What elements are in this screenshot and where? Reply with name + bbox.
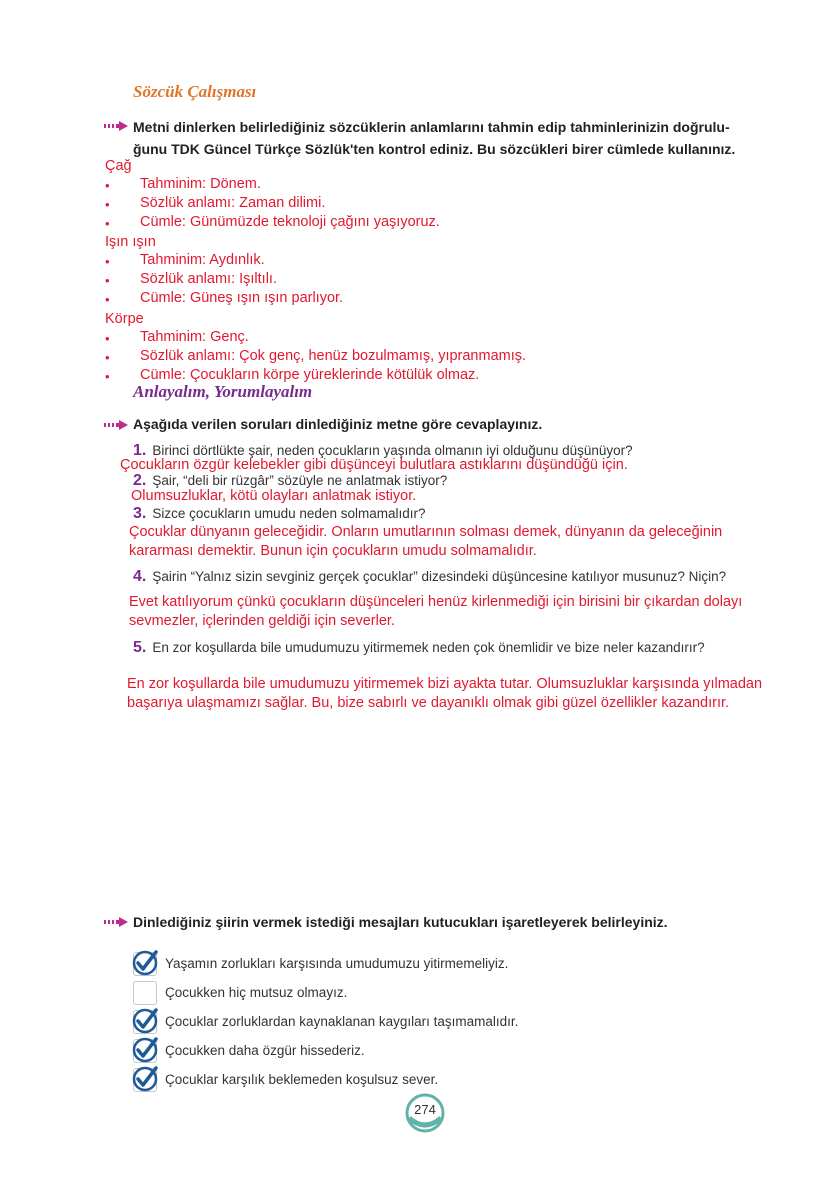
answer-5-line2: başarıya ulaşmamızı sağlar. Bu, bize sabırlı ve dayanıklı olmak gibi güzel özellikler kazandırır. [127,695,730,711]
check-mark-icon [132,1007,160,1035]
bullet: • [105,350,110,365]
question-5 [133,639,705,657]
check-mark-icon [132,949,160,977]
answer-4-line1: Evet katılıyorum çünkü çocukların düşünceleri henüz kirlenmediği için birisini bir çıkardan dolayı [129,594,743,610]
question-3 [133,505,425,523]
arrow-icon [104,121,128,131]
question-text: Birinci dörtlükte şair, neden çocukların yaşında olmanın iyi olduğunu düşünüyor? [152,443,633,458]
arrow-icon [104,420,128,430]
vocab-guess: Tahminim: Genç. [140,329,249,345]
question-text: Şairin “Yalnız sizin sevginiz gerçek çocuklar” dizesindeki düşüncesine katılıyor musunuz? Niçin? [152,569,727,584]
vocab-sentence: Cümle: Güneş ışın ışın parlıyor. [140,290,344,306]
checklist-label: Çocuklar karşılık beklemeden koşulsuz sever. [165,1072,439,1087]
page-number-badge [404,1092,446,1134]
answer-2: Olumsuzluklar, kötü olayları anlatmak istiyor. [131,488,417,504]
vocab-sentence: Cümle: Çocukların körpe yüreklerinde kötülük olmaz. [140,367,480,383]
bullet: • [105,216,110,231]
bullet: • [105,331,110,346]
checklist-item[interactable] [133,981,553,1007]
checklist-instruction: Dinlediğiniz şiirin vermek istediği mesajları kutucukları işaretleyerek belirleyiniz. [133,914,668,930]
question-4 [133,568,726,586]
vocab-meaning: Sözlük anlamı: Zaman dilimi. [140,195,326,211]
check-mark-icon [132,1036,160,1064]
bullet: • [105,178,110,193]
checklist-label: Çocuklar zorluklardan kaynaklanan kaygıları taşımamalıdır. [165,1014,519,1029]
checkbox[interactable] [133,981,157,1005]
question-number: 5. [133,639,147,656]
vocab-instruction-line1: Metni dinlerken belirlediğiniz sözcüklerin anlamlarını tahmin edip tahminlerinizin doğrulu- [133,119,730,135]
question-text: Sizce çocukların umudu neden solmamalıdır? [152,506,426,521]
bullet: • [105,369,110,384]
answer-3-line1: Çocuklar dünyanın geleceğidir. Onların umutlarının solması demek, dünyanın da geleceğinin [129,524,723,540]
checklist-label: Çocukken daha özgür hissederiz. [165,1043,365,1058]
checklist-label: Çocukken hiç mutsuz olmayız. [165,985,348,1000]
question-text: En zor koşullarda bile umudumuzu yitirmemek neden çok önemlidir ve bize neler kazandırır? [152,640,705,655]
vocab-guess: Tahminim: Aydınlık. [140,252,265,268]
check-mark-icon [132,1065,160,1093]
vocab-word: Işın ışın [105,234,156,250]
checklist-item[interactable] [133,1010,553,1036]
vocab-sentence: Cümle: Günümüzde teknoloji çağını yaşıyoruz. [140,214,440,230]
answer-5-line1: En zor koşullarda bile umudumuzu yitirmemek bizi ayakta tutar. Olumsuzluklar karşısında yılmadan [127,676,763,692]
vocab-meaning: Sözlük anlamı: Işıltılı. [140,271,277,287]
interpret-instruction: Aşağıda verilen soruları dinlediğiniz metne göre cevaplayınız. [133,416,543,432]
question-number: 1. [133,442,147,459]
question-number: 2. [133,472,147,489]
page-number: 274 [414,1102,436,1117]
vocab-word: Çağ [105,158,132,174]
vocab-instruction-line2: ğunu TDK Güncel Türkçe Sözlük'ten kontrol ediniz. Bu sözcükleri birer cümlede kullanınız. [133,141,736,157]
checklist-item[interactable] [133,1068,553,1094]
checklist-label: Yaşamın zorlukları karşısında umudumuzu yitirmemeliyiz. [165,956,509,971]
bullet: • [105,197,110,212]
bullet: • [105,273,110,288]
question-number: 4. [133,568,147,585]
arrow-icon [104,917,128,927]
bullet: • [105,254,110,269]
answer-1: Çocukların özgür kelebekler gibi düşünceyi bulutlara astıklarını düşündüğü için. [120,457,628,473]
checklist-item[interactable] [133,952,553,978]
question-text: Şair, “deli bir rüzgâr” sözüyle ne anlatmak istiyor? [152,473,448,488]
answer-3-line2: kararması demektir. Bunun için çocukların umudu solmamalıdır. [129,543,537,559]
answer-4-line2: sevmezler, içlerinden geldiği için severler. [129,613,395,629]
vocab-guess: Tahminim: Dönem. [140,176,261,192]
vocab-section-title: Sözcük Çalışması [133,82,257,101]
bullet: • [105,292,110,307]
vocab-meaning: Sözlük anlamı: Çok genç, henüz bozulmamış, yıpranmamış. [140,348,527,364]
vocab-word: Körpe [105,311,144,327]
question-number: 3. [133,505,147,522]
checklist-item[interactable] [133,1039,553,1065]
interpret-section-title: Anlayalım, Yorumlayalım [133,382,313,401]
